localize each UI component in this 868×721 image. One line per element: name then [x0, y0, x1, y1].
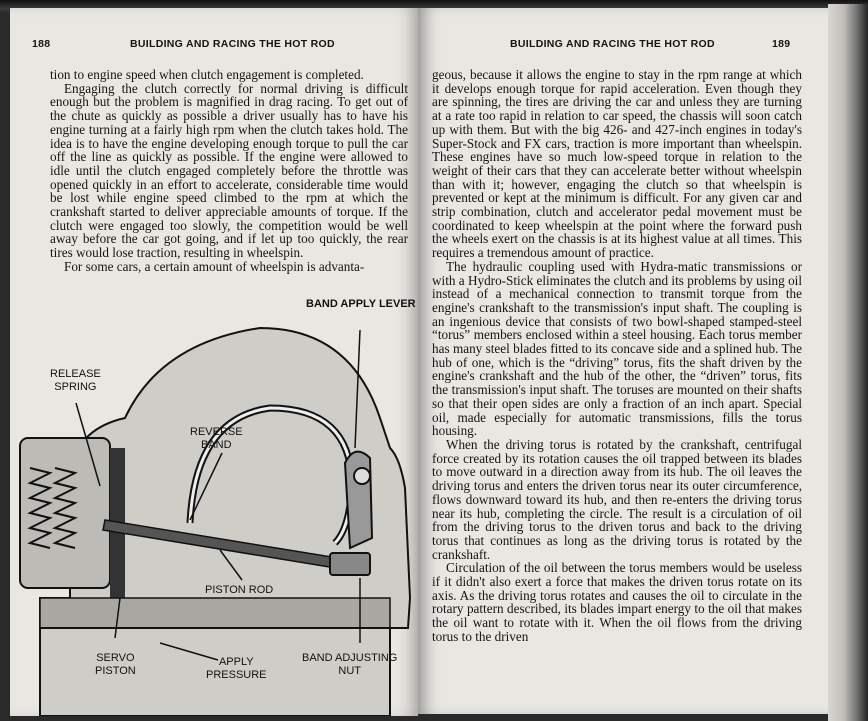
label-band-adjusting-nut	[302, 652, 397, 678]
label-release-spring	[50, 368, 101, 394]
label-servo-piston	[95, 652, 136, 678]
label-piston-rod: PISTON ROD	[205, 584, 274, 596]
left-body-text	[50, 68, 408, 274]
left-page	[10, 8, 418, 716]
label-apply-pressure-line-2: PRESSURE	[206, 669, 267, 681]
label-reverse-band	[190, 426, 243, 452]
label-servo-piston-line-1: SERVO	[96, 652, 135, 664]
label-band-adjusting-nut-line-2: NUT	[338, 665, 361, 677]
right-paragraph-1: geous, because it allows the engine to stay in the rpm range at which it develops enough torque for rapid acceleration. Even though they are spinning, the tires are driving the car and unless they are turning at a rate too rapid in relation to car speed, the chassis will soon catch up with them. But with the big 426- and 427-inch engines in today's Super-Stock and FX cars, traction is more important than wheelspin. These engines have so much low-speed torque in relation to the weight of their cars that they can accelerate better without wheelspin than with it; however, engaging the clutch so that wheelspin is prevented or kept at the minimum is difficult. For any given car and strip combination, clutch and accelerator pedal movement must be coordinated to keep wheelspin at the point where the forward push the wheels exert on the chassis is at its highest value at all times. This requires a tremendous amount of practice.	[432, 67, 802, 261]
left-running-head: BUILDING AND RACING THE HOT ROD	[130, 38, 335, 50]
right-paragraph-2: The hydraulic coupling used with Hydra-matic transmissions or with a Hydro-Stick eliminates the clutch and its problems by using oil instead of a mechanical connection to transmit torque from the engine's crankshaft to the transmission's input shaft. The coupling is an ingenious device that consists of two bowl-shaped stamped-steel “torus” members enclosed within a steel housing. Each torus member has many steel blades fitted to its concave side and a splined hub. The hub of one, which is the “driving” torus, fits the shaft driven by the engine's crankshaft and the hub of the other, the “driven” torus, fits the transmission's input shaft. The toruses are mounted on their shafts so that their open sides are only a fraction of an inch apart. Special oil, made especially for automatic transmissions, fills the torus housing.	[432, 258, 802, 439]
right-body-text	[432, 68, 802, 644]
label-release-spring-line-2: SPRING	[54, 381, 97, 393]
label-band-adjusting-nut-line-1: BAND ADJUSTING	[302, 652, 398, 664]
label-reverse-band-line-2: BAND	[201, 439, 232, 451]
right-paragraph-4: Circulation of the oil between the torus members would be useless if it didn't also exert a force that makes the driven torus rotate on its axis. As the driving torus rotates and causes the oil to circulate in the rotary pattern described, its blades impart energy to the oil that makes the oil want to rotate with it. When the oil flows from the driving torus to the driven	[432, 560, 802, 644]
label-apply-pressure-line-1: APPLY	[218, 656, 254, 668]
adjusting-nut	[330, 553, 370, 575]
label-reverse-band-line-1: REVERSE	[190, 426, 243, 438]
label-servo-piston-line-2: PISTON	[95, 665, 136, 677]
left-paragraph-2: Engaging the clutch correctly for normal driving is difficult enough but the problem is magnified in drag racing. To get out of the chute as quickly as possible a driver usually has to have his engine turning at a fairly high rpm when the clutch takes hold. The idea is to have the engine developing enough torque to pull the car off the line as quickly as possible. If the engine were allowed to idle until the clutch engaged completely before the throttle was opened quickly in an effort to accelerate, considerable time would be lost while engine speed climbed to the rpm at which the crankshaft started to deliver appreciable amounts of torque. If the clutch were engaged too slowly, the competition would be well away before the car got going, and if let up too quickly, the rear tires would lose traction, resulting in wheelspin.	[50, 80, 408, 261]
left-paragraph-1: tion to engine speed when clutch engagement is completed.	[50, 67, 364, 82]
left-page-number: 188	[32, 38, 51, 50]
right-page	[418, 8, 828, 714]
right-page-number: 189	[772, 38, 791, 50]
label-band-apply-lever: BAND APPLY LEVER	[306, 298, 416, 310]
page-edge-shadow	[828, 4, 868, 721]
label-release-spring-line-1: RELEASE	[50, 368, 101, 380]
right-paragraph-3: When the driving torus is rotated by the crankshaft, centrifugal force created by its rotation causes the oil trapped between its blades to move outward in a direction away from its hub. The oil leaves the driving torus and enters the driven torus near its outer circumference, flows downward toward its hub, and then re-enters the driving torus near its hub, completing the circle. The result is a circulation of oil from the driving torus to the driven torus and back to the driving torus that continues as long as the driving torus is rotated by the crankshaft.	[432, 436, 802, 562]
apply-lever	[345, 452, 372, 548]
label-apply-pressure	[206, 656, 267, 682]
left-paragraph-3: For some cars, a certain amount of wheelspin is advanta-	[64, 258, 365, 274]
right-running-head: BUILDING AND RACING THE HOT ROD	[510, 38, 715, 50]
